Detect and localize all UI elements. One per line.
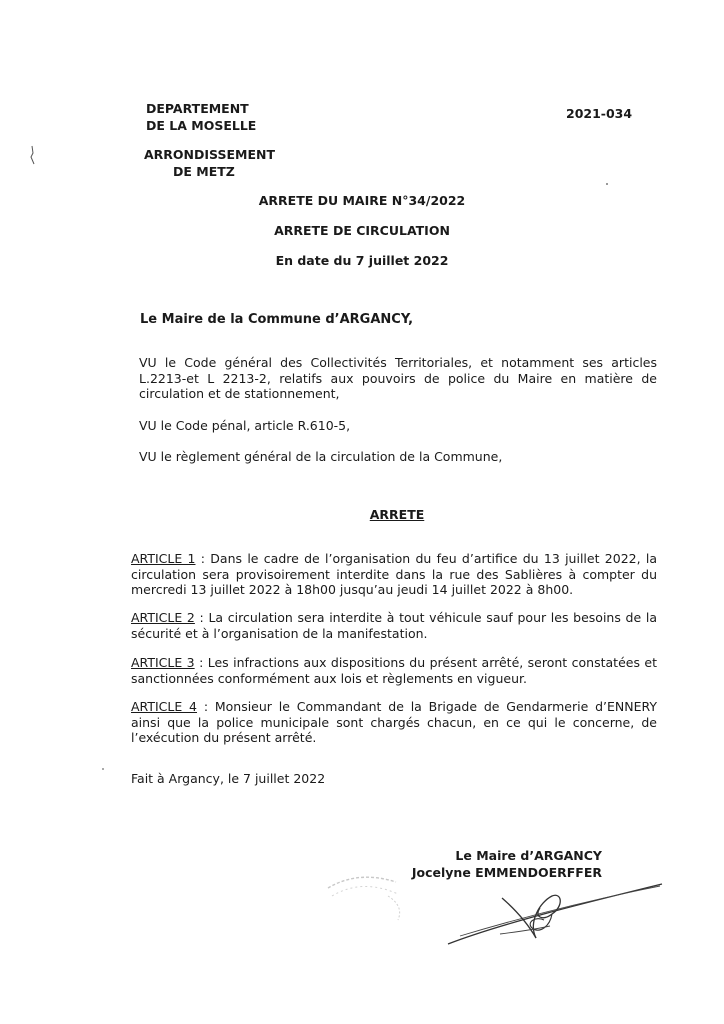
article-3-text: : Les infractions aux dispositions du présent arrêté, seront constatées et sanctionnées conformément aux lois et règlements en vigueur. <box>131 655 657 686</box>
article-2-text: : La circulation sera interdite à tout véhicule sauf pour les besoins de la sécurité et à l’organisation de la manifestation. <box>131 610 657 641</box>
article-1-label: ARTICLE 1 <box>131 551 196 566</box>
speck <box>102 768 104 770</box>
article-3-label: ARTICLE 3 <box>131 655 195 670</box>
arrondissement-line1: ARRONDISSEMENT <box>144 147 275 162</box>
article-3 <box>131 655 657 686</box>
speck <box>606 183 608 185</box>
arrete-date: En date du 7 juillet 2022 <box>275 253 449 268</box>
arrete-number-title: ARRETE DU MAIRE N°34/2022 <box>258 193 466 208</box>
arrondissement-line2: DE METZ <box>173 164 235 179</box>
stamp-icon <box>318 866 408 926</box>
intro-line: Le Maire de la Commune d’ARGANCY, <box>140 312 414 327</box>
article-1 <box>131 551 657 598</box>
department-line1: DEPARTEMENT <box>146 101 249 116</box>
department-block <box>146 100 256 134</box>
article-1-text: : Dans le cadre de l’organisation du feu d’artifice du 13 juillet 2022, la circulation sera provisoirement interdite dans la rue des Sablières à compter du mercredi 13 juillet 2022 à 18h00 jusqu’au jeudi 14 juillet 2022 à 8h00. <box>131 551 657 597</box>
reference-number: 2021-034 <box>566 106 633 121</box>
arrondissement-block <box>144 146 275 180</box>
article-4 <box>131 699 657 746</box>
article-4-text: : Monsieur le Commandant de la Brigade de Gendarmerie d’ENNERY ainsi que la police municipale sont chargés chacun, en ce qui le concerne, de l’exécution du présent arrêté. <box>131 699 657 745</box>
vu-clause-2: VU le Code pénal, article R.610-5, <box>139 418 351 433</box>
done-at-line: Fait à Argancy, le 7 juillet 2022 <box>131 771 326 786</box>
article-4-label: ARTICLE 4 <box>131 699 198 714</box>
vu-clause-3: VU le règlement général de la circulation de la Commune, <box>139 449 503 464</box>
article-2-label: ARTICLE 2 <box>131 610 195 625</box>
arrete-type-title: ARRETE DE CIRCULATION <box>274 223 450 238</box>
signature-title: Le Maire d’ARGANCY <box>455 848 602 863</box>
margin-mark-icon <box>28 144 38 166</box>
handwritten-signature-icon <box>440 872 670 952</box>
article-2 <box>131 610 657 641</box>
vu-clause-1: VU le Code général des Collectivités Territoriales, et notamment ses articles L.2213-et L 2213-2, relatifs aux pouvoirs de police du Maire en matière de circulation et de stationnement, <box>139 355 657 401</box>
arrete-heading: ARRETE <box>369 507 425 522</box>
department-line2: DE LA MOSELLE <box>146 118 257 133</box>
signature-name: Jocelyne EMMENDOERFFER <box>411 865 602 880</box>
